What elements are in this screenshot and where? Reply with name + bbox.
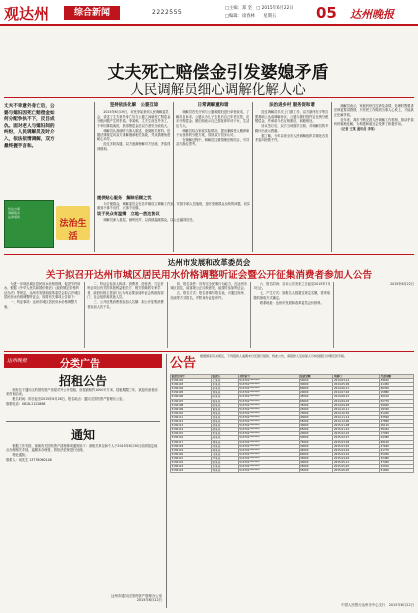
table-cell: 吴某某 (211, 415, 238, 419)
table-cell: 2014-11-14 (333, 415, 380, 419)
table-cell: 高某某 (211, 436, 238, 440)
table-cell: 5136121 (171, 456, 212, 460)
lead-col-2b-heading: 提供贴心服务 解除后顾之忧 (97, 195, 152, 200)
table-cell: 37260 (380, 460, 414, 464)
table-cell: 513701******** (238, 391, 299, 395)
lead-col-4-heading: 法治进乡村 服务促和谐 (269, 103, 315, 108)
table-cell: 58420 (380, 428, 414, 432)
table-cell: 35000 (299, 456, 333, 460)
table-body (171, 379, 414, 473)
table-cell: 孙某某 (211, 424, 238, 428)
lead-col-3: 日常调解重和谐 调解员首先分别与公婆和媳妇进行单独谈话，了解各自诉求。公婆认为儿子去世后自己年老无依，应多分赔偿金；媳妇则表示自己需抚养年幼子女，生活压力大。 调解员结合家庭实际情况，提出兼顾老人赡养和子女抚养的分配方案，得到双方初步认可。 在调解过程中，调解员注重情理法相结合，引导双方换位思考。 (176, 103, 250, 147)
hotline: 2222555 (152, 9, 183, 16)
table-cell: 2015-05-11 (333, 460, 380, 464)
classified-inner-rule (6, 421, 160, 422)
table-cell: 513701******** (238, 440, 299, 444)
table-cell: 27640 (380, 444, 414, 448)
table-cell: 70000 (299, 411, 333, 415)
table-cell: 60000 (299, 452, 333, 456)
table-cell: 40210 (380, 395, 414, 399)
table-cell: 26110 (380, 424, 414, 428)
table-cell: 张某某 (211, 387, 238, 391)
lead-col-3-heading: 日常调解重和谐 (197, 103, 229, 108)
table-cell: 5136112 (171, 420, 212, 424)
table-cell: 513701******** (238, 456, 299, 460)
table-cell: 20000 (299, 391, 333, 395)
table-cell: 47890 (380, 420, 414, 424)
table-cell: 5136123 (171, 465, 212, 469)
page-number: 05 (316, 4, 337, 22)
table-cell: 朱某某 (211, 432, 238, 436)
table-cell: 30000 (299, 383, 333, 387)
notice-date: 2015年6月22日 (390, 282, 414, 286)
col-rule-1 (94, 102, 95, 252)
tongzhi-title: 通知 (70, 428, 95, 442)
table-cell: 30000 (299, 424, 333, 428)
table-cell: 513701******** (238, 379, 299, 383)
lead-col-4: 法治进乡村 服务促和谐 经过调解员多次上门做工作，双方最终在平等自愿基础上达成调解协议，公婆与媳妇按约定比例分配赔偿金，并承诺今后互相照应，和睦相处。 协议签订后，双方当场握手言和，对调解员的辛勤付出表示感谢。 据了解，今年以来全市人民调解组织共调处各类矛盾纠纷数千件。 (255, 103, 329, 143)
announcement-title: 公告 (170, 356, 197, 371)
meta-date: □编辑：徐春林 星期五 (225, 14, 277, 19)
table-cell: 2015-06-05 (333, 469, 380, 473)
loan-table (170, 374, 414, 473)
table-cell: 5136122 (171, 460, 212, 464)
lead-subheadline: 人民调解员细心调解化解人心 (130, 82, 306, 98)
tongzhi-contact: 联系人：何先生 13778060148 (6, 458, 52, 463)
loan-table-wrap (170, 374, 414, 600)
table-cell: 2014-05-09 (333, 383, 380, 387)
classified-rule (4, 351, 414, 352)
table-cell: 5136106 (171, 395, 212, 399)
law-ad-box (4, 200, 54, 248)
table-cell: 513701******** (238, 460, 299, 464)
table-cell: 5136105 (171, 391, 212, 395)
table-cell: 5136102 (171, 379, 212, 383)
table-cell: 何某某 (211, 444, 238, 448)
table-cell: 513701******** (238, 420, 299, 424)
table-cell: 65000 (299, 428, 333, 432)
table-cell: 5136107 (171, 399, 212, 403)
table-cell: 5136103 (171, 383, 212, 387)
table-cell: 2015-01-22 (333, 428, 380, 432)
table-cell: 513701******** (238, 403, 299, 407)
table-cell: 黄某某 (211, 407, 238, 411)
table-cell: 29940 (380, 403, 414, 407)
table-header-cell: 借款人 (211, 375, 238, 379)
table-cell: 513701******** (238, 465, 299, 469)
table-cell: 赵某某 (211, 403, 238, 407)
table-cell: 2014-10-11 (333, 407, 380, 411)
table-cell: 5136124 (171, 469, 212, 473)
table-header-cell: 到期日 (333, 375, 380, 379)
table-cell: 林某某 (211, 440, 238, 444)
classified-footer-date: 2015年6月22日 (136, 598, 162, 603)
table-cell: 513701******** (238, 424, 299, 428)
table-cell: 罗某某 (211, 456, 238, 460)
table-cell: 2014-07-02 (333, 391, 380, 395)
table-cell: 2014-09-03 (333, 399, 380, 403)
table-cell: 2015-03-09 (333, 440, 380, 444)
table-cell: 513701******** (238, 428, 299, 432)
section-logo: 观达州 (4, 5, 50, 23)
ad-line-1: 依法办事 (8, 207, 21, 211)
table-cell: 40000 (299, 415, 333, 419)
table-row (171, 469, 414, 473)
table-cell: 17050 (380, 432, 414, 436)
classified-footer-org: 达州市通川区国有资产管理办公室 (111, 594, 162, 598)
col-rule-3 (252, 102, 253, 252)
paper-name: 达州晚报 (350, 8, 394, 21)
table-cell: 35000 (299, 403, 333, 407)
table-cell: 宋某某 (211, 465, 238, 469)
table-cell: 5136114 (171, 428, 212, 432)
table-cell: 5136110 (171, 411, 212, 415)
table-cell: 5136117 (171, 440, 212, 444)
table-cell: 40000 (299, 460, 333, 464)
table-cell: 2015-04-16 (333, 452, 380, 456)
table-cell: 513701******** (238, 444, 299, 448)
lead-intro: 丈夫不幸意外身亡后，公婆与媳妇因死亡赔偿金如何分配争执不下，反目成仇。面对老人与媳妇间的纠纷，人民调解员及时介入，依法依情调解，双方最终握手言和。 (4, 104, 55, 149)
classified-banner (4, 354, 162, 368)
table-cell: 2014-06-21 (333, 387, 380, 391)
table-cell: 33560 (380, 415, 414, 419)
table-cell: 2014-08-15 (333, 395, 380, 399)
table-cell: 王某某 (211, 379, 238, 383)
table-cell: 513701******** (238, 452, 299, 456)
table-cell: 2015-02-27 (333, 436, 380, 440)
table-cell: 32480 (380, 456, 414, 460)
table-cell: 5136109 (171, 407, 212, 411)
table-cell: 44380 (380, 436, 414, 440)
table-cell: 5136111 (171, 415, 212, 419)
lead-col-2-heading: 坚持依法化解 公婆互谅 (109, 103, 159, 108)
masthead (0, 0, 418, 26)
table-cell: 15880 (380, 391, 414, 395)
table-cell: 梁某某 (211, 460, 238, 464)
table-cell: 80000 (299, 387, 333, 391)
table-cell: 2015-03-20 (333, 444, 380, 448)
table-cell: 刘某某 (211, 391, 238, 395)
table-header-cell: 欠款余额 (380, 375, 414, 379)
lead-rule (4, 97, 414, 98)
table-cell: 50000 (299, 436, 333, 440)
table-cell: 5136119 (171, 448, 212, 452)
col-rule-4 (331, 102, 332, 252)
table-cell: 李某某 (211, 383, 238, 387)
ad-line-3: 法律援助 (8, 215, 21, 219)
table-header-cell: 借款合同号 (171, 375, 212, 379)
table-cell: 5136113 (171, 424, 212, 428)
notice-org: 达州市发展和改革委员会 (167, 258, 251, 267)
lead-headline: 丈夫死亡赔偿金引发婆媳矛盾 (107, 63, 329, 83)
table-cell: 513701******** (238, 415, 299, 419)
table-cell: 61200 (380, 411, 414, 415)
table-cell: 杨某某 (211, 399, 238, 403)
table-cell: 23010 (380, 465, 414, 469)
table-cell: 2015-02-10 (333, 432, 380, 436)
table-cell: 徐某某 (211, 420, 238, 424)
table-cell: 55930 (380, 452, 414, 456)
table-cell: 5136108 (171, 403, 212, 407)
job-notice-title: 招租公告 (58, 374, 107, 388)
table-cell: 50000 (299, 379, 333, 383)
table-cell: 513701******** (238, 399, 299, 403)
table-cell: 75000 (299, 440, 333, 444)
announcement-footer: 中国人民银行达州市中心支行 2015年6月22日 (341, 603, 414, 607)
notice-rule (4, 254, 414, 255)
classified-banner-title: 分类广告 (60, 359, 100, 370)
classified-col-rule (166, 354, 167, 608)
classified-footer (66, 594, 162, 603)
table-cell: 66300 (380, 387, 414, 391)
job-notice-contact: 联系电话：0818-2122868 (6, 402, 46, 407)
table-cell: 2015-05-25 (333, 465, 380, 469)
notice-body: 为进一步规范城区居民用水价格管理，促进节约用水，根据《中华人民共和国价格法》《政府制定价格听证办法》等规定，达州市发展和改革委员会拟召开城区居民用水价格调整听证会，现将有关事项公告如下： 一、听证事项：达州市城区居民用水价格调整方案。 二、听证会参加人构成：消费者、经营者、与定价听证项目有关的其他利益相关方、相关领域的专家学者、政府价格主管部门认为有必要参加听证会的政府部门、社会组织和其他人员。 三、公开征集消费者参加人名额：拟公开征集消费者参加人若干名。 四、报名条件：具有完全民事行为能力，在达州市城区居住，能客观公正反映意见，能按时参加听证会。 五、报名方式：报名者填写报名表，可通过现场、信函等方式报名，并附身份证复印件。 六、报名时间：自本公告发布之日起至2015年7月3日止。 七、产生方式：如报名人数超过规定名额，将采取随机抽取方式确定。 联系地址：达州市发展和改革委员会价格科。 2015年6月22日 (4, 282, 414, 309)
table-cell: 陈某某 (211, 395, 238, 399)
table-cell: 45000 (299, 448, 333, 452)
table-cell: 51840 (380, 469, 414, 473)
table-cell: 513701******** (238, 448, 299, 452)
table-cell: 2015-04-29 (333, 456, 380, 460)
table-cell: 18330 (380, 407, 414, 411)
table-cell: 5136115 (171, 432, 212, 436)
table-cell: 2014-03-12 (333, 379, 380, 383)
table-cell: 30000 (299, 444, 333, 448)
job-notice-body: 现有位于通川区的国有资产房屋对外公开招租，房屋面积约1000平方米，招租期限三年，欢迎有意者前来咨询洽谈。 报名时间：即日起至2015年6月28日，报名地点：通川区国有资产管理办公室。 联系电话：0818-2122868 (6, 388, 160, 407)
table-cell: 52770 (380, 399, 414, 403)
table-cell: 45000 (299, 395, 333, 399)
table-cell: 2015-04-02 (333, 448, 380, 452)
table-cell: 41770 (380, 448, 414, 452)
table-cell: 5136118 (171, 444, 212, 448)
table-cell: 2014-09-28 (333, 403, 380, 407)
lead-col-3b-heading: 谈于民众有温情 立地一放达协议 (97, 211, 160, 217)
table-cell: 513701******** (238, 436, 299, 440)
table-cell: 5136116 (171, 436, 212, 440)
table-cell: 513701******** (238, 383, 299, 387)
table-header-cell: 借款金额 (299, 375, 333, 379)
table-cell: 513701******** (238, 411, 299, 415)
table-cell: 55000 (299, 420, 333, 424)
table-cell: 513701******** (238, 407, 299, 411)
table-cell: 21450 (380, 383, 414, 387)
lead-col-5: 调解员表示，家庭纠纷往往涉及亲情，处理时既要讲法律更要讲感情，只有把工作做到当事人心坎上，才能真正化解矛盾。 近年来，我市不断完善人民调解工作机制，推动矛盾纠纷就地化解，为构建和谐社会发挥了积极作用。 （记者 王某 通讯员 李某） (334, 104, 414, 132)
table-cell: 513701******** (238, 432, 299, 436)
table-cell: 郭某某 (211, 448, 238, 452)
table-header-cell: 身份证号 (238, 375, 299, 379)
table-cell: 5136120 (171, 452, 212, 456)
table-cell: 25000 (299, 407, 333, 411)
table-cell: 513701******** (238, 395, 299, 399)
table-cell: 55000 (299, 469, 333, 473)
lead-col-2: 坚持依法化解 公婆互谅 2015年6月19日，市民李某来到人民调解委员会，讲述了丈夫意外身亡后与公婆之间就死亡赔偿金分配问题产生的矛盾。李某称，丈夫生前在外务工，不幸因事故离世，获得赔偿金后双方意见分歧较大。 调解员认真倾听当事人陈述，查阅相关材料，依据法律规定向双方讲解继承相关条款，并从情理角度耐心劝导。 经过多轮沟通，双方逐渐理解对方处境，矛盾得到缓和。 (97, 103, 171, 151)
table-cell: 周某某 (211, 411, 238, 415)
law-ad-emblem (56, 206, 90, 240)
table-cell: 郑某某 (211, 469, 238, 473)
table-cell: 513701******** (238, 387, 299, 391)
table-cell: 2014-12-06 (333, 420, 380, 424)
announcement-intro: 根据国家有关规定，下列借款人逾期未归还银行借款，特此公告，请借款人及担保人尽快到银行办理还款手续。 (200, 354, 348, 358)
ad-title: 法治生活 (59, 219, 87, 242)
classified-banner-sub: 达州晚报 (7, 358, 28, 364)
table-cell: 2015-01-08 (333, 424, 380, 428)
table-cell: 2014-10-30 (333, 411, 380, 415)
table-cell: 60000 (299, 399, 333, 403)
table-cell: 513701******** (238, 469, 299, 473)
table-cell: 20000 (299, 432, 333, 436)
section-tag: 综合新闻 (64, 6, 120, 20)
table-cell: 马某某 (211, 452, 238, 456)
meta-editor: □主编：郑 坚 □ 2015年6月22日 (225, 6, 294, 11)
ad-line-2: 调解服务 (8, 211, 21, 215)
table-cell: 38620 (380, 379, 414, 383)
notice-title: 关于拟召开达州市城区居民用水价格调整听证会暨公开征集消费者参加人公告 (45, 270, 373, 281)
col-rule-2 (173, 102, 174, 252)
lead-section-b: 提供贴心服务 解除后顾之忧 为方便群众，调解委员会在各乡镇设立调解工作室，安排专职人员值班，及时受理群众反映的问题，切实做到小事不出村、大事不出镇。 谈于民众有温情 立地一放达协议 调解员深入基层，倾听民声，以真情温暖群众，以公正赢得信任。 (97, 195, 250, 223)
tongzhi-body: 根据工作安排，现就有关国有资产清理事项通知如下：请相关单位和个人于2015年6月30日前到指定地点办理相关手续，逾期未办理者，将依法依规进行处理。 特此通知。 联系人：何先生 13778060148 (6, 444, 160, 463)
table-cell: 胡某某 (211, 428, 238, 432)
table-cell: 5136104 (171, 387, 212, 391)
table-cell: 69100 (380, 440, 414, 444)
table-cell: 25000 (299, 465, 333, 469)
